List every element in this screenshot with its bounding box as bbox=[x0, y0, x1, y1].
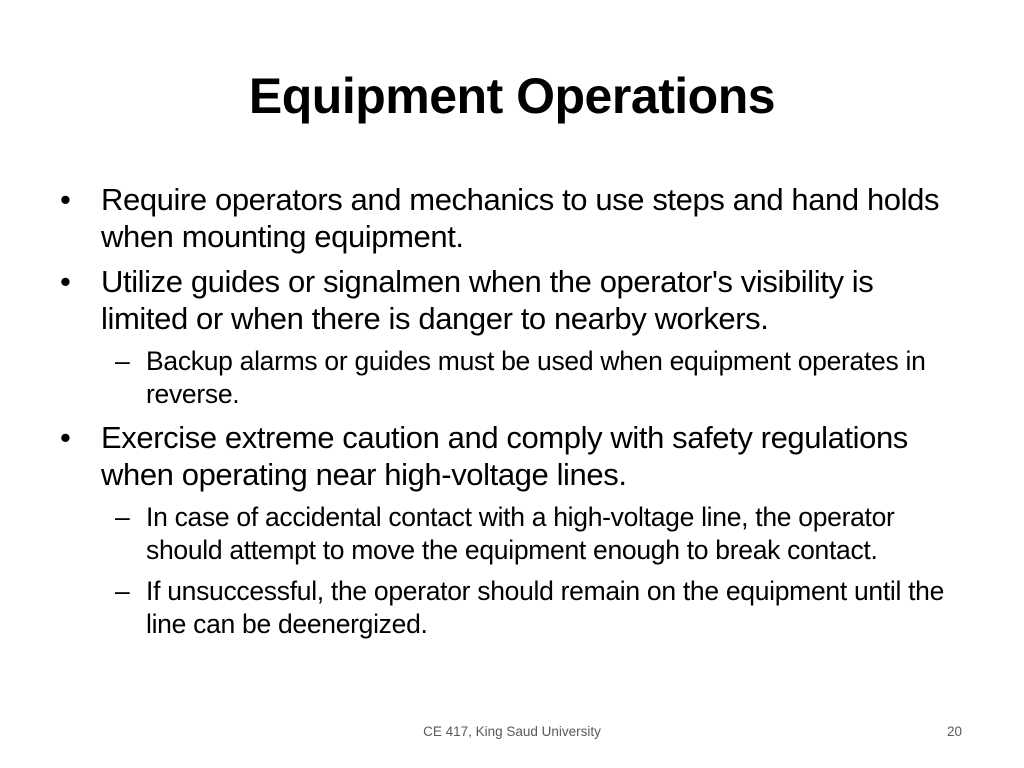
sub-bullet-item bbox=[60, 345, 960, 411]
slide-title: Equipment Operations bbox=[248, 68, 776, 124]
sub-bullet-marker: – bbox=[115, 346, 130, 376]
bullet-text: Require operators and mechanics to use steps and hand holds when mounting equipment. bbox=[101, 182, 940, 254]
bullet-marker: • bbox=[60, 420, 71, 455]
bullet-marker: • bbox=[60, 264, 71, 299]
bullet-list bbox=[60, 181, 960, 649]
sub-bullet-text: Backup alarms or guides must be used when equipment operates in reverse. bbox=[146, 346, 926, 409]
page-number: 20 bbox=[946, 724, 962, 739]
bullet-item bbox=[60, 419, 960, 493]
sub-bullet-text: In case of accidental contact with a high-voltage line, the operator should attempt to move the equipment enough to break contact. bbox=[146, 502, 895, 565]
bullet-item bbox=[60, 263, 960, 337]
footer-text: CE 417, King Saud University bbox=[423, 724, 601, 739]
sub-bullet-item bbox=[60, 501, 960, 567]
sub-bullet-marker: – bbox=[115, 576, 130, 606]
bullet-text: Utilize guides or signalmen when the operator's visibility is limited or when there is danger to nearby workers. bbox=[101, 264, 874, 336]
sub-bullet-text: If unsuccessful, the operator should remain on the equipment until the line can be deenergized. bbox=[146, 576, 945, 639]
bullet-item bbox=[60, 181, 960, 255]
bullet-marker: • bbox=[60, 182, 71, 217]
sub-bullet-marker: – bbox=[115, 502, 130, 532]
sub-bullet-item bbox=[60, 575, 960, 641]
bullet-text: Exercise extreme caution and comply with safety regulations when operating near high-voltage lines. bbox=[101, 420, 908, 492]
